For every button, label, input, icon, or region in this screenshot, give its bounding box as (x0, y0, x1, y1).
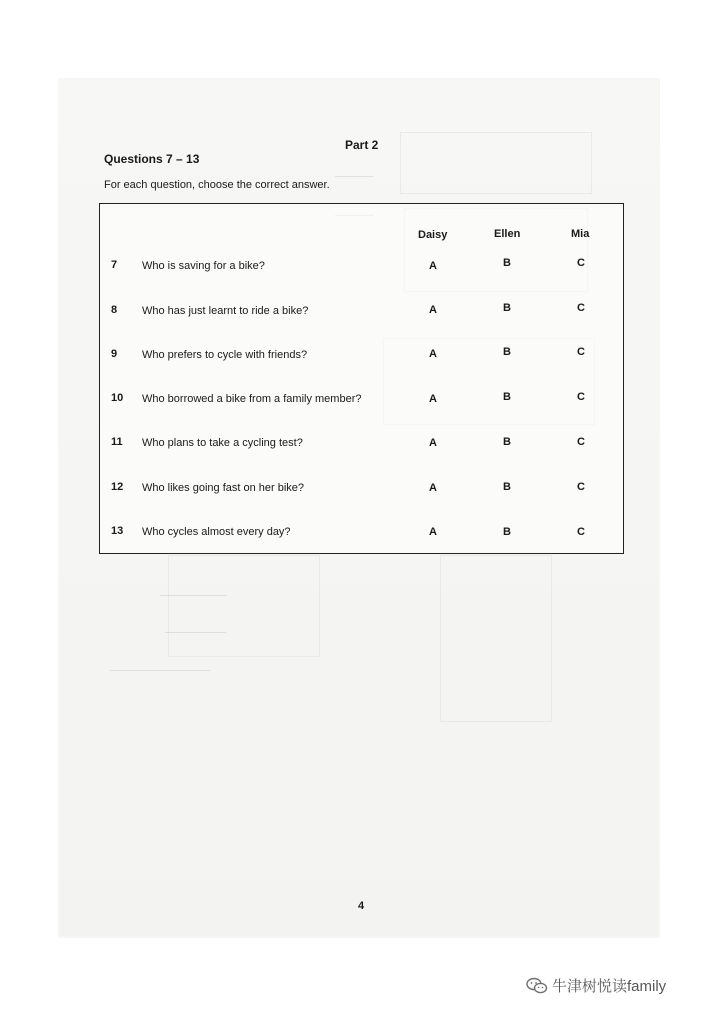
question-text: Who cycles almost every day? (142, 526, 291, 538)
question-text: Who is saving for a bike? (142, 260, 265, 272)
question-number: 10 (111, 392, 124, 404)
wechat-icon (526, 977, 548, 995)
column-header-daisy: Daisy (418, 229, 448, 241)
option-b[interactable]: B (503, 481, 511, 493)
option-c[interactable]: C (577, 391, 585, 403)
option-b[interactable]: B (503, 526, 511, 538)
bleed-through-text: ––––––––––– (165, 627, 227, 638)
question-text: Who borrowed a bike from a family member? (142, 393, 362, 405)
option-b[interactable]: B (503, 436, 511, 448)
instruction-text: For each question, choose the correct answer. (104, 179, 330, 191)
question-number: 11 (111, 436, 123, 448)
bleed-through-box (440, 555, 552, 722)
option-b[interactable]: B (503, 346, 511, 358)
option-b[interactable]: B (503, 257, 511, 269)
option-a[interactable]: A (429, 482, 437, 494)
question-text: Who likes going fast on her bike? (142, 482, 305, 494)
question-text: Who plans to take a cycling test? (142, 437, 303, 449)
part-heading: Part 2 (345, 138, 379, 152)
question-number: 7 (111, 259, 118, 271)
watermark-text: 牛津树悦读family (552, 978, 667, 995)
questions-range-heading: Questions 7 – 13 (104, 152, 200, 166)
option-c[interactable]: C (577, 302, 585, 314)
bleed-through-text: –––––––––––––––––– (110, 665, 211, 676)
question-number: 8 (111, 304, 118, 316)
question-number: 12 (111, 481, 124, 493)
bleed-through-text: ––––––– (335, 171, 374, 182)
question-number: 13 (111, 525, 124, 537)
column-header-mia: Mia (571, 228, 590, 240)
option-a[interactable]: A (429, 304, 437, 316)
bleed-through-box (400, 132, 592, 194)
option-a[interactable]: A (429, 437, 437, 449)
option-a[interactable]: A (429, 260, 437, 272)
wechat-watermark (526, 975, 666, 996)
question-text: Who prefers to cycle with friends? (142, 349, 308, 361)
column-header-ellen: Ellen (494, 228, 521, 240)
option-c[interactable]: C (577, 481, 585, 493)
option-c[interactable]: C (577, 346, 585, 358)
option-c[interactable]: C (577, 526, 585, 538)
option-b[interactable]: B (503, 302, 511, 314)
option-c[interactable]: C (577, 436, 585, 448)
option-a[interactable]: A (429, 393, 437, 405)
option-a[interactable]: A (429, 526, 437, 538)
page-number: 4 (358, 900, 365, 912)
option-c[interactable]: C (577, 257, 585, 269)
option-a[interactable]: A (429, 348, 437, 360)
question-text: Who has just learnt to ride a bike? (142, 305, 309, 317)
option-b[interactable]: B (503, 391, 511, 403)
bleed-through-text: –––––––––––– (160, 590, 227, 601)
question-table (99, 203, 624, 554)
question-number: 9 (111, 348, 118, 360)
bleed-through-box (168, 555, 320, 657)
